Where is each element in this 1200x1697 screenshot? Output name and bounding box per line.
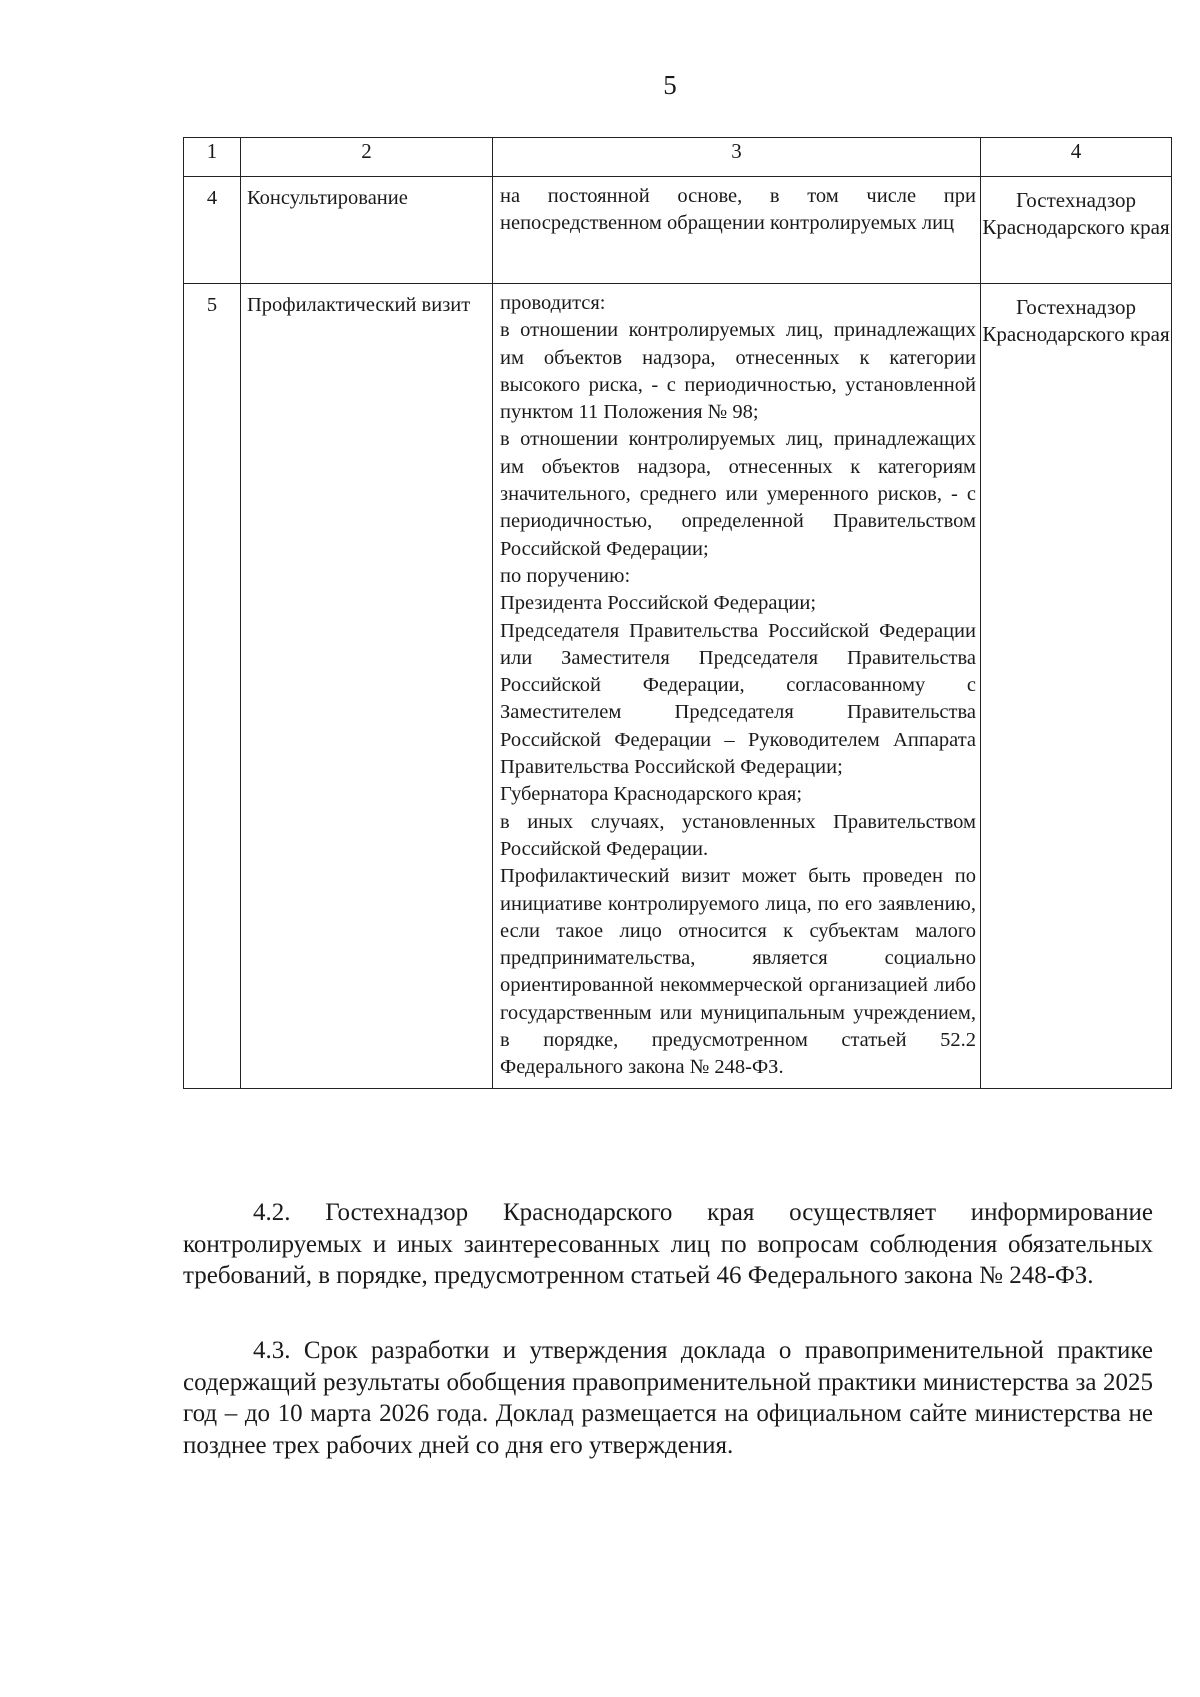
measure-description xyxy=(493,177,981,284)
description-line: Профилактический визит может быть проведен по инициативе контролируемого лица, по его заявлению, если такое лицо относится к субъектам малого предпринимательства, является социально ориентированной некоммерческой организацией либо государственным или муниципальным учреждением, в порядке, предусмотренном статьей 52.2 Федерального закона № 248-ФЗ. xyxy=(500,865,976,1079)
paragraph-4-3: 4.3. Срок разработки и утверждения доклада о правоприменительной практике содержащий результаты обобщения правоприменительной практики министерства за 2025 год – до 10 марта 2026 года. Доклад размещается на официальном сайте министерства не позднее трех рабочих дней со дня его утверждения. xyxy=(183,1337,1153,1459)
description-line: по поручению: xyxy=(500,564,631,587)
paragraph-4-2: 4.2. Гостехнадзор Краснодарского края осуществляет информирование контролируемых и иных заинтересованных лиц по вопросам соблюдения обязательных требований, в порядке, предусмотренном статьей 46 Федерального закона № 248-ФЗ. xyxy=(183,1199,1153,1289)
description-line: в отношении контролируемых лиц, принадлежащих им объектов надзора, отнесенных к категории высокого риска, - с периодичностью, установленной пунктом 11 Положения № 98; xyxy=(500,319,976,424)
description-line: в иных случаях, установленных Правительством Российской Федерации. xyxy=(500,810,976,860)
table-header-row xyxy=(184,138,1172,177)
table-row xyxy=(184,177,1172,284)
header-cell-3: 3 xyxy=(493,138,981,177)
row-number: 4 xyxy=(184,177,241,284)
header-cell-1: 1 xyxy=(184,138,241,177)
responsible-org: Гостехнадзор Краснодарского края xyxy=(981,284,1172,1089)
row-number: 5 xyxy=(184,284,241,1089)
measure-description xyxy=(493,284,981,1089)
description-line: проводится: xyxy=(500,292,606,314)
measure-name: Профилактический визит xyxy=(241,284,493,1089)
description-line: в отношении контролируемых лиц, принадлежащих им объектов надзора, отнесенных к категориям значительного, среднего или умеренного рисков, - с периодичностью, определенной Правительством Российской Федерации; xyxy=(500,428,976,560)
description-line: на постоянной основе, в том числе при непосредственном обращении контролируемых лиц xyxy=(500,185,976,235)
responsible-org: Гостехнадзор Краснодарского края xyxy=(981,177,1172,284)
description-line: Председателя Правительства Российской Федерации или Заместителя Председателя Правительства Российской Федерации, согласованному с Заместителем Председателя Правительства Российской Федерации – Руководителем Аппарата Правительства Российской Федерации; xyxy=(500,619,976,779)
measure-name: Консультирование xyxy=(241,177,493,284)
header-cell-4: 4 xyxy=(981,138,1172,177)
prevention-measures-table xyxy=(183,137,1172,1089)
table-row xyxy=(184,284,1172,1089)
description-line: Губернатора Краснодарского края; xyxy=(500,783,803,806)
page-number: 5 xyxy=(663,70,677,100)
header-cell-2: 2 xyxy=(241,138,493,177)
description-line: Президента Российской Федерации; xyxy=(500,592,817,615)
